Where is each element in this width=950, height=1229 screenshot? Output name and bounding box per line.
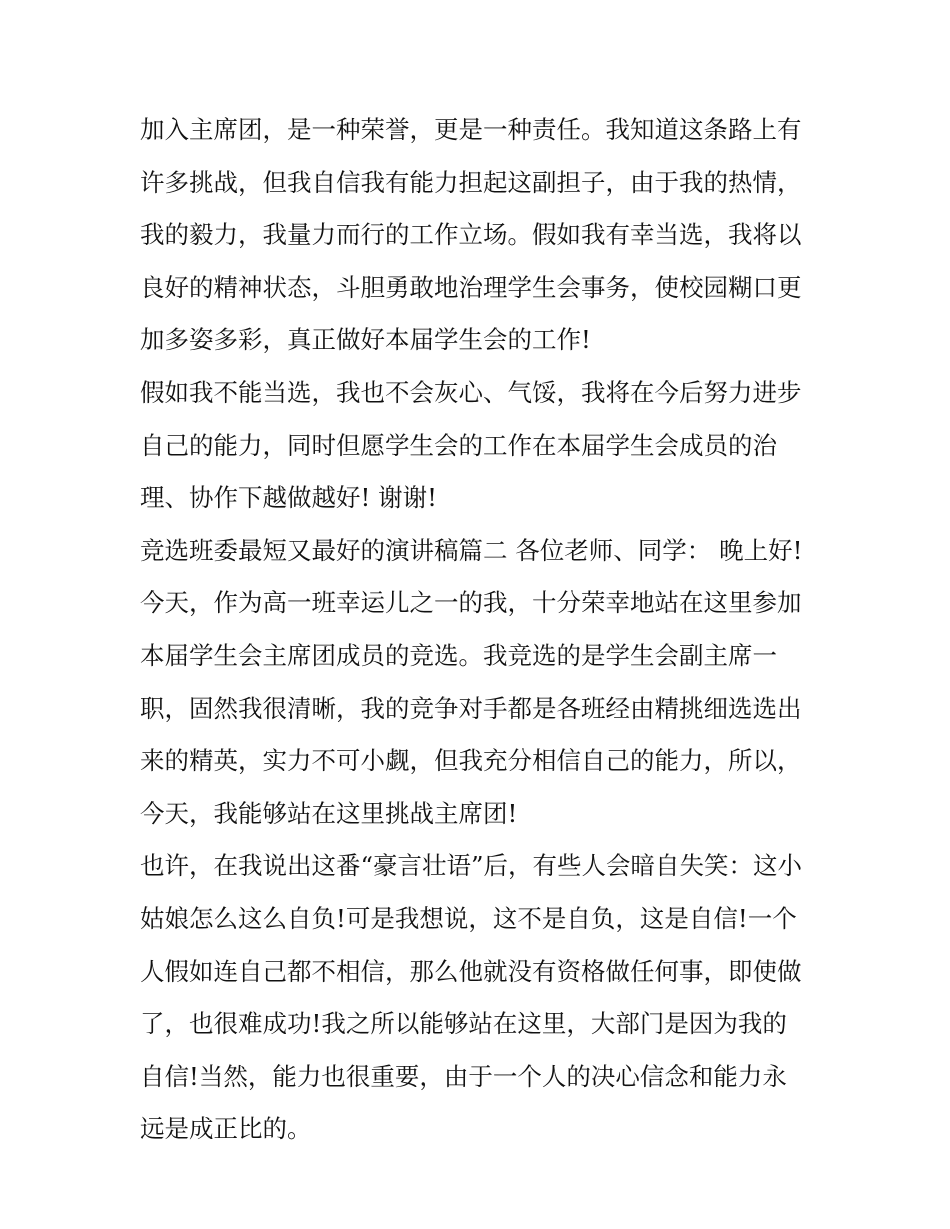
text-line: 许多挑战，但我自信我有能力担起这副担子，由于我的热情， <box>140 167 802 197</box>
text-line: 远是成正比的。 <box>140 1114 312 1144</box>
text-line: 假如我不能当选，我也不会灰心、气馁，我将在今后努力进步 <box>140 377 802 407</box>
body-text <box>140 104 820 1156</box>
text-line: 自信!当然，能力也很重要，由于一个人的决心信念和能力永 <box>140 1061 787 1091</box>
text-line: 理、协作下越做越好! 谢谢! <box>140 483 437 513</box>
text-line: 竞选班委最短又最好的演讲稿篇二 各位老师、同学： 晚上好! <box>140 535 803 565</box>
text-line: 了，也很难成功!我之所以能够站在这里，大部门是因为我的 <box>140 1009 787 1039</box>
text-line: 今天，我能够站在这里挑战主席团! <box>140 798 518 828</box>
text-line: 来的精英，实力不可小觑，但我充分相信自己的能力，所以， <box>140 746 802 776</box>
text-line: 职，固然我很清晰，我的竞争对手都是各班经由精挑细选选出 <box>140 693 802 723</box>
text-line: 加多姿多彩，真正做好本届学生会的工作! <box>140 325 591 355</box>
text-line: 良好的精神状态，斗胆勇敢地治理学生会事务，使校园糊口更 <box>140 272 802 302</box>
text-line: 今天，作为高一班幸运儿之一的我，十分荣幸地站在这里参加 <box>140 588 802 618</box>
text-line: 也许，在我说出这番“豪言壮语”后，有些人会暗自失笑：这小 <box>140 851 803 881</box>
text-line: 自己的能力，同时但愿学生会的工作在本届学生会成员的治 <box>140 430 777 460</box>
text-line: 本届学生会主席团成员的竞选。我竞选的是学生会副主席一 <box>140 640 777 670</box>
text-line: 加入主席团，是一种荣誉，更是一种责任。我知道这条路上有 <box>140 115 802 144</box>
text-line: 人假如连自己都不相信，那么他就没有资格做任何事，即使做 <box>140 956 802 986</box>
text-line: 我的毅力，我量力而行的工作立场。假如我有幸当选，我将以 <box>140 220 802 250</box>
text-line: 姑娘怎么这么自负!可是我想说，这不是自负，这是自信!一个 <box>140 903 797 933</box>
